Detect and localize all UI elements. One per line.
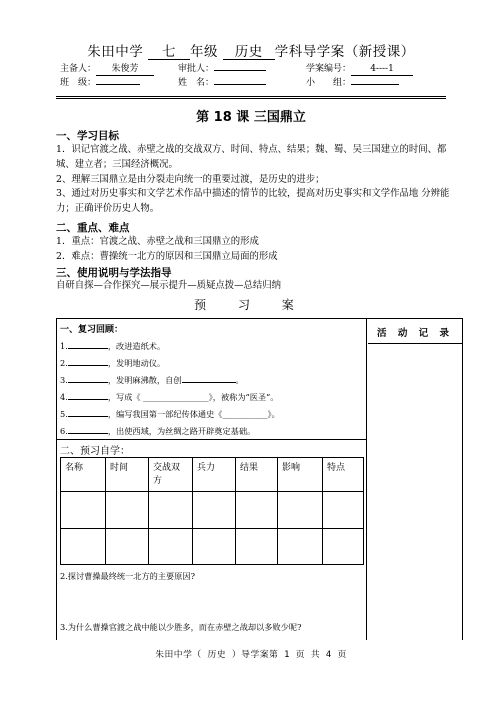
review-item-text: ，发明麻沸散，自创 (107, 375, 182, 385)
answer-blank[interactable] (68, 348, 108, 349)
review-item-number: 4. (60, 392, 68, 402)
objective-item: 3、通过对历史事实和文学艺术作品中描述的情节的比较，提高对历史事实和文学作品地 分辨能力；正确评价历史人物。 (56, 188, 450, 215)
code-label: 学案编号： (306, 64, 352, 74)
review-item-number: 2. (60, 358, 68, 368)
answer-blank[interactable] (68, 382, 108, 383)
review-item-text: ，出使西域，为丝绸之路开辟奠定基础。 (107, 426, 256, 436)
keypoints-list (56, 235, 454, 265)
table-cell[interactable] (149, 529, 193, 565)
table-cell[interactable] (193, 529, 236, 565)
table-cell[interactable] (193, 492, 236, 529)
answer-blank[interactable]: ___________ (222, 409, 268, 419)
column-header: 名称 (61, 458, 106, 492)
review-item-number: 3. (60, 375, 68, 385)
review-item (60, 341, 165, 352)
keypoints-heading: 二、重点、难点 (56, 222, 130, 234)
reviewer-label: 审批人： (178, 64, 215, 74)
group-field (306, 75, 399, 88)
header-rule (56, 96, 446, 97)
grade-label: 年级 (190, 44, 218, 60)
author-label: 主备人： (60, 64, 97, 74)
code-value: 4----1 (351, 64, 413, 76)
method-text: 自研自探—合作探究—展示提升—质疑点拨—总结归纳 (56, 280, 282, 291)
review-item-text: ，发明地动仪。 (107, 358, 166, 368)
review-item-number: 5. (60, 409, 68, 419)
review-item-text: ，改进造纸术。 (107, 341, 166, 351)
review-item-text: ，写成《 (107, 392, 144, 402)
column-header: 影响 (278, 458, 323, 492)
review-item (60, 426, 255, 437)
question-2: 2.探讨曹操最终统一北方的主要原因? (60, 571, 196, 581)
review-item-number: 6. (60, 426, 68, 436)
school-name: 朱田中学 (87, 44, 144, 60)
name-value (214, 84, 266, 85)
column-header: 兵力 (193, 458, 236, 492)
activity-header-rule (368, 343, 462, 344)
author-value: 朱俊芳 (96, 64, 154, 76)
page-footer: 朱田中学（ 历史 ）导学案第 1 页 共 4 页 (155, 650, 347, 660)
review-item-tail: 。 (235, 375, 244, 385)
answer-blank[interactable]: ________________ (143, 392, 209, 402)
group-value (351, 84, 399, 85)
review-item-tail: 》，被称为“医圣”。 (208, 392, 279, 402)
table-cell[interactable] (61, 529, 106, 565)
objectives-heading: 一、学习目标 (56, 130, 119, 142)
preview-title: 预 习 案 (194, 298, 308, 312)
section-divider (56, 439, 366, 440)
column-header: 时间 (106, 458, 149, 492)
table-row (61, 492, 364, 529)
name-label: 姓 名： (178, 78, 215, 88)
table-cell[interactable] (236, 529, 278, 565)
class-value (96, 84, 140, 85)
lesson-title: 第 18 课 三国鼎立 (196, 110, 306, 125)
table-header-row (61, 458, 364, 492)
subject-label: 学科导学案（新授课） (274, 44, 415, 60)
review-item (60, 392, 278, 403)
class-field (60, 75, 140, 88)
objective-item: 2、理解三国鼎立是由分裂走向统一的重要过渡，是历史的进步； (56, 173, 325, 185)
activity-record-header: 活 动 记 录 (377, 328, 453, 339)
keypoint-item: 2．难点：曹操统一北方的原因和三国鼎立局面的形成 (56, 250, 278, 262)
table-cell[interactable] (106, 492, 149, 529)
header-title-line (0, 40, 502, 60)
answer-blank[interactable] (68, 433, 108, 434)
column-header: 结果 (236, 458, 278, 492)
table-cell[interactable] (278, 529, 323, 565)
header-rule-2 (56, 98, 446, 99)
name-field (178, 75, 266, 88)
keypoint-item: 1．重点：官渡之战、赤壁之战和三国鼎立的形成 (56, 236, 259, 247)
answer-blank[interactable] (68, 416, 108, 417)
grade-value: 七 (148, 45, 190, 60)
battle-table (60, 457, 364, 565)
table-cell[interactable] (323, 492, 364, 529)
question-3: 3.为什么曹操官渡之战中能以少胜多，而在赤壁之战却以多败少呢? (60, 622, 302, 632)
review-item (60, 375, 244, 386)
class-label: 班 级： (60, 78, 97, 88)
table-cell[interactable] (323, 529, 364, 565)
table-row (61, 529, 364, 565)
review-item-text: ，编写我国第一部纪传体通史《 (107, 409, 223, 419)
column-divider (366, 318, 367, 640)
review-item (60, 409, 280, 420)
objective-item: 1．识记官渡之战、赤壁之战的交战双方、时间、特点、结果；魏、蜀、吴三国建立的时间、都城、建立者；三国经济概况。 (56, 144, 447, 170)
objectives-list (56, 143, 454, 217)
table-cell[interactable] (149, 492, 193, 529)
method-heading: 三、使用说明与学法指导 (56, 267, 172, 279)
table-cell[interactable] (106, 529, 149, 565)
reviewer-value (214, 70, 266, 71)
answer-blank[interactable] (68, 399, 108, 400)
author-field (60, 61, 154, 76)
review-item (60, 358, 165, 369)
review-item-number: 1. (60, 341, 68, 351)
review-item-tail: 》。 (267, 409, 280, 419)
answer-blank[interactable] (182, 382, 236, 383)
review-heading: 一、复习回顾： (60, 325, 124, 335)
table-cell[interactable] (236, 492, 278, 529)
group-label: 小 组： (306, 78, 352, 88)
subject-value: 历史 (223, 45, 275, 60)
table-cell[interactable] (61, 492, 106, 529)
column-header: 交战双方 (149, 458, 193, 492)
answer-blank[interactable] (68, 365, 108, 366)
column-header: 特点 (323, 458, 364, 492)
reviewer-field (178, 61, 266, 74)
self-study-heading: 二、预习自学： (60, 446, 130, 457)
table-cell[interactable] (278, 492, 323, 529)
code-field (306, 61, 413, 76)
